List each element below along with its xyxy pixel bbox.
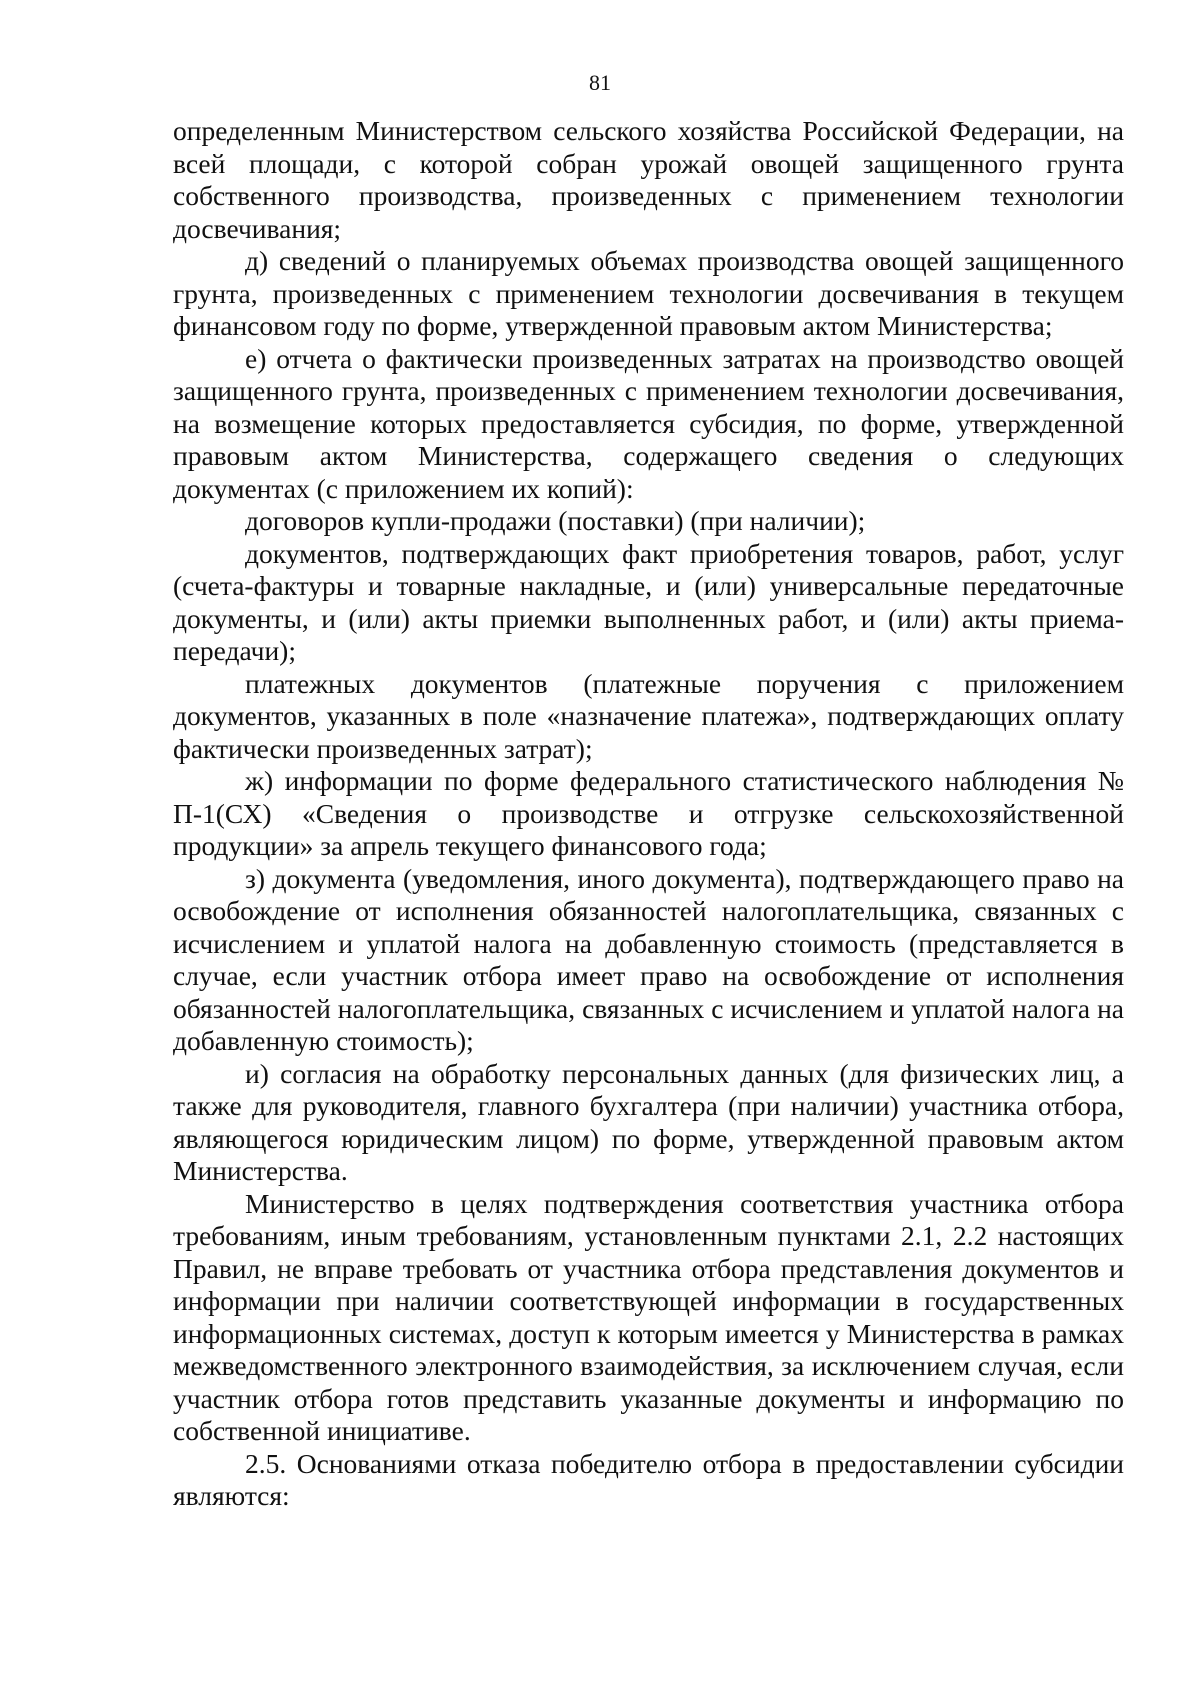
document-body [173,115,1124,1513]
paragraph-item-zh: ж) информации по форме федерального статистического наблюдения № П-1(СХ) «Сведения о производстве и отгрузке сельскохозяйственной продукции» за апрель текущего финансового года; [173,765,1124,861]
paragraph-item-i: и) согласия на обработку персональных данных (для физических лиц, а также для руководителя, главного бухгалтера (при наличии) участника отбора, являющегося юридическим лицом) по форме, утвержденной правовым актом Министерства. [173,1057,1124,1186]
paragraph-purchase-documents: документов, подтверждающих факт приобретения товаров, работ, услуг (счета-фактуры и товарные накладные, и (или) универсальные передаточные документы, и (или) акты приемки выполненных работ, и (или) акты приема-передачи); [173,537,1124,666]
paragraph-2-5: 2.5. Основаниями отказа победителю отбора в предоставлении субсидии являются: [173,1447,1124,1511]
paragraph-ministry: Министерство в целях подтверждения соответствия участника отбора требованиям, иным требованиям, установленным пунктами 2.1, 2.2 настоящих Правил, не вправе требовать от участника отбора представления документов и информации при наличии соответствующей информации в государственных информационных системах, доступ к которым имеется у Министерства в рамках межведомственного электронного взаимодействия, за исключением случая, если участник отбора готов представить указанные документы и информацию по собственной инициативе. [173,1187,1124,1446]
paragraph-payment-documents: платежных документов (платежные поручения с приложением документов, указанных в поле «назначение платежа», подтверждающих оплату фактически произведенных затрат); [173,667,1124,764]
page-number: 81 [589,70,611,95]
paragraph-item-z: з) документа (уведомления, иного документа), подтверждающего право на освобождение от исполнения обязанностей налогоплательщика, связанных с исчислением и уплатой налога на добавленную стоимость (представляется в случае, если участник отбора имеет право на освобождение от исполнения обязанностей налогоплательщика, связанных с исчислением и уплатой налога на добавленную стоимость); [173,862,1124,1056]
paragraph-item-d: д) сведений о планируемых объемах производства овощей защищенного грунта, произведенных с применением технологии досвечивания в текущем финансовом году по форме, утвержденной правовым актом Министерства; [173,245,1124,341]
paragraph-item-e: е) отчета о фактически произведенных затратах на производство овощей защищенного грунта, произведенных с применением технологии досвечивания, на возмещение которых предоставляется субсидия, по форме, утвержденной правовым актом Министерства, содержащего сведения о следующих документах (с приложением их копий): [173,342,1124,504]
paragraph-contracts: договоров купли-продажи (поставки) (при наличии); [245,505,866,536]
paragraph-continuation: определенным Министерством сельского хозяйства Российской Федерации, на всей площади, с которой собран урожай овощей защищенного грунта собственного производства, произведенных с применением технологии досвечивания; [173,115,1124,244]
